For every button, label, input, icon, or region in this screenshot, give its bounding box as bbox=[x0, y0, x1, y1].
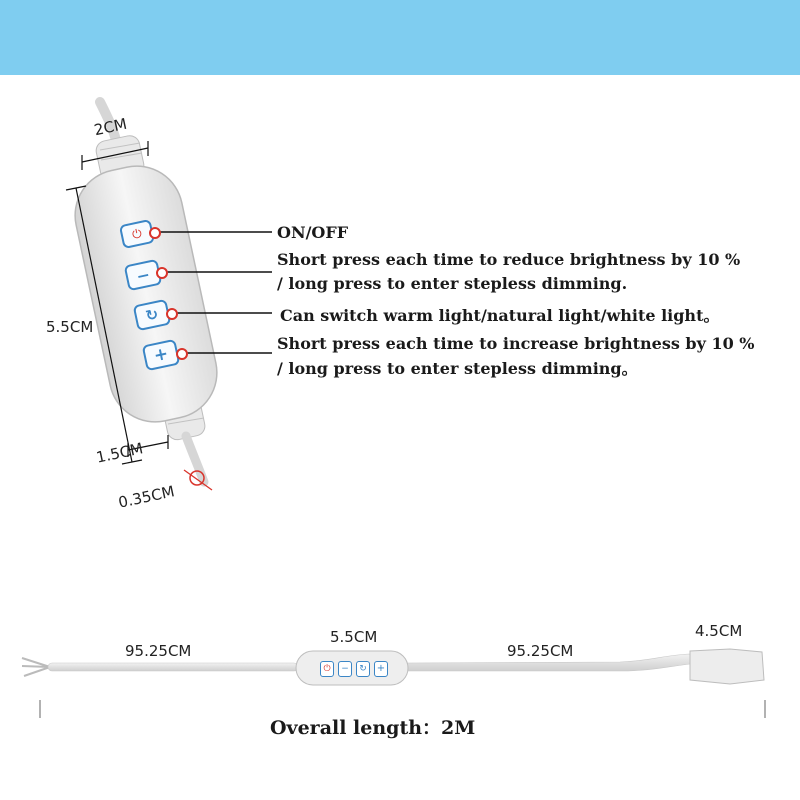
marker-dot bbox=[166, 308, 178, 320]
thickness-label: 1.5CM bbox=[94, 439, 145, 467]
cable-label: 0.35CM bbox=[116, 482, 177, 512]
mini-button-cycle: ↻ bbox=[356, 661, 370, 677]
usb-plug bbox=[690, 649, 764, 684]
mini-button-power: ⏻ bbox=[320, 661, 334, 677]
power-icon: ⏻ bbox=[130, 225, 143, 242]
plus-icon: + bbox=[151, 343, 171, 367]
cycle-icon: ↻ bbox=[143, 304, 161, 326]
minus-description: Short press each time to reduce brightness by 10 % / long press to enter stepless dimming. bbox=[277, 250, 741, 293]
switch-body bbox=[296, 651, 408, 685]
controller-body bbox=[67, 158, 226, 431]
marker-dot bbox=[176, 348, 188, 360]
split-wire-ends bbox=[22, 658, 50, 676]
switch-length-label: 5.5CM bbox=[330, 628, 378, 646]
marker-dot bbox=[156, 267, 168, 279]
plug-length-label: 4.5CM bbox=[695, 622, 743, 640]
power-description: ON/OFF bbox=[277, 223, 349, 242]
plus-description: Short press each time to increase brightness by 10 % / long press to enter stepless dimming。 bbox=[277, 334, 755, 378]
right-length-label: 95.25CM bbox=[507, 642, 574, 660]
left-cable bbox=[48, 663, 298, 671]
mini-button-minus: − bbox=[338, 661, 352, 677]
lower-cable bbox=[186, 436, 204, 482]
width-label: 2CM bbox=[92, 114, 129, 140]
mini-button-plus: + bbox=[374, 661, 388, 677]
left-length-label: 95.25CM bbox=[125, 642, 192, 660]
marker-dot bbox=[149, 227, 161, 239]
cycle-description: Can switch warm light/natural light/white light。 bbox=[280, 306, 720, 325]
overall-length-label: Overall length：2M bbox=[270, 717, 476, 739]
length-label: 5.5CM bbox=[46, 318, 94, 336]
minus-icon: − bbox=[134, 264, 152, 286]
